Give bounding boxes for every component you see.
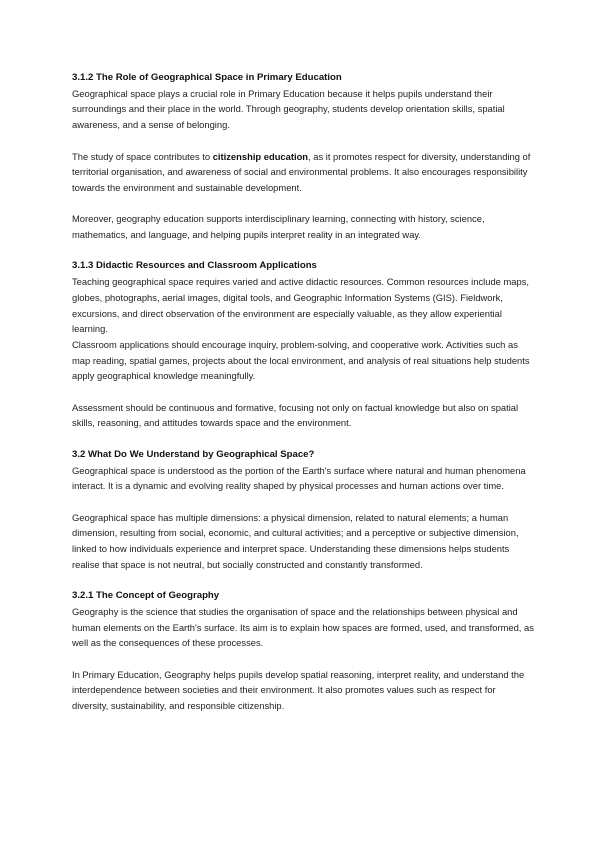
document-page bbox=[72, 70, 534, 714]
text-run: , as it promotes respect for diversity, understanding of territorial organisation, and awareness of social and environmental problems. It also encourages responsibility towards the environment and sustainable development. bbox=[72, 150, 531, 193]
paragraph: Geographical space has multiple dimensions: a physical dimension, related to natural elements; a human dimension, resulting from social, economic, and cultural activities; and a perceptive or subjective dimension, linked to how individuals experience and interpret space. Understanding these dimensions helps students realise that space is not neutral, but socially constructed and constantly transformed. bbox=[72, 511, 519, 570]
section-heading-3-1-2: 3.1.2 The Role of Geographical Space in Primary Education bbox=[72, 72, 342, 83]
paragraph: Moreover, geography education supports interdisciplinary learning, connecting with history, science, mathematics, and language, and helping pupils interpret reality in an integrated way. bbox=[72, 213, 485, 240]
section-heading-3-1-3: 3.1.3 Didactic Resources and Classroom Applications bbox=[72, 260, 317, 272]
text-run: The study of space contributes to bbox=[72, 150, 213, 162]
paragraph-citizenship bbox=[72, 149, 534, 196]
paragraph: Geographical space is understood as the portion of the Earth's surface where natural and human phenomena interact. It is a dynamic and evolving reality shaped by physical processes and human actions over time. bbox=[72, 464, 526, 492]
section-heading-3-2-1: 3.2.1 The Concept of Geography bbox=[72, 590, 220, 602]
section-heading-3-2: 3.2 What Do We Understand by Geographical Space? bbox=[72, 448, 315, 460]
paragraph: Teaching geographical space requires varied and active didactic resources. Common resources include maps, globes, photographs, aerial images, digital tools, and Geographic Information Systems (GIS). Fieldwork, excursions, and direct observation of the environment are especially valuable, as they allow experiential learning. bbox=[72, 276, 530, 335]
paragraph: Geographical space plays a crucial role in Primary Education because it helps pupils understand their surroundings and their place in the world. Through geography, students develop orientation skills, spatial awareness, and a sense of belonging. bbox=[72, 87, 505, 131]
paragraph: Classroom applications should encourage inquiry, problem-solving, and cooperative work. Activities such as map reading, spatial games, projects about the local environment, and analysis of real situations help students apply geographical knowledge meaningfully. bbox=[72, 338, 530, 382]
paragraph: Geography is the science that studies the organisation of space and the relationships between physical and human elements on the Earth's surface. Its aim is to explain how spaces are formed, used, and transformed, as well as the consequences of these processes. bbox=[72, 605, 534, 649]
paragraph: Assessment should be continuous and formative, focusing not only on factual knowledge but also on spatial skills, reasoning, and attitudes towards space and the environment. bbox=[72, 401, 519, 429]
bold-term: citizenship education bbox=[212, 150, 309, 162]
paragraph: In Primary Education, Geography helps pupils develop spatial reasoning, interpret reality, and understand the interdependence between societies and their environment. It also promotes values such as respect for diversity, sustainability, and responsible citizenship. bbox=[72, 668, 525, 711]
